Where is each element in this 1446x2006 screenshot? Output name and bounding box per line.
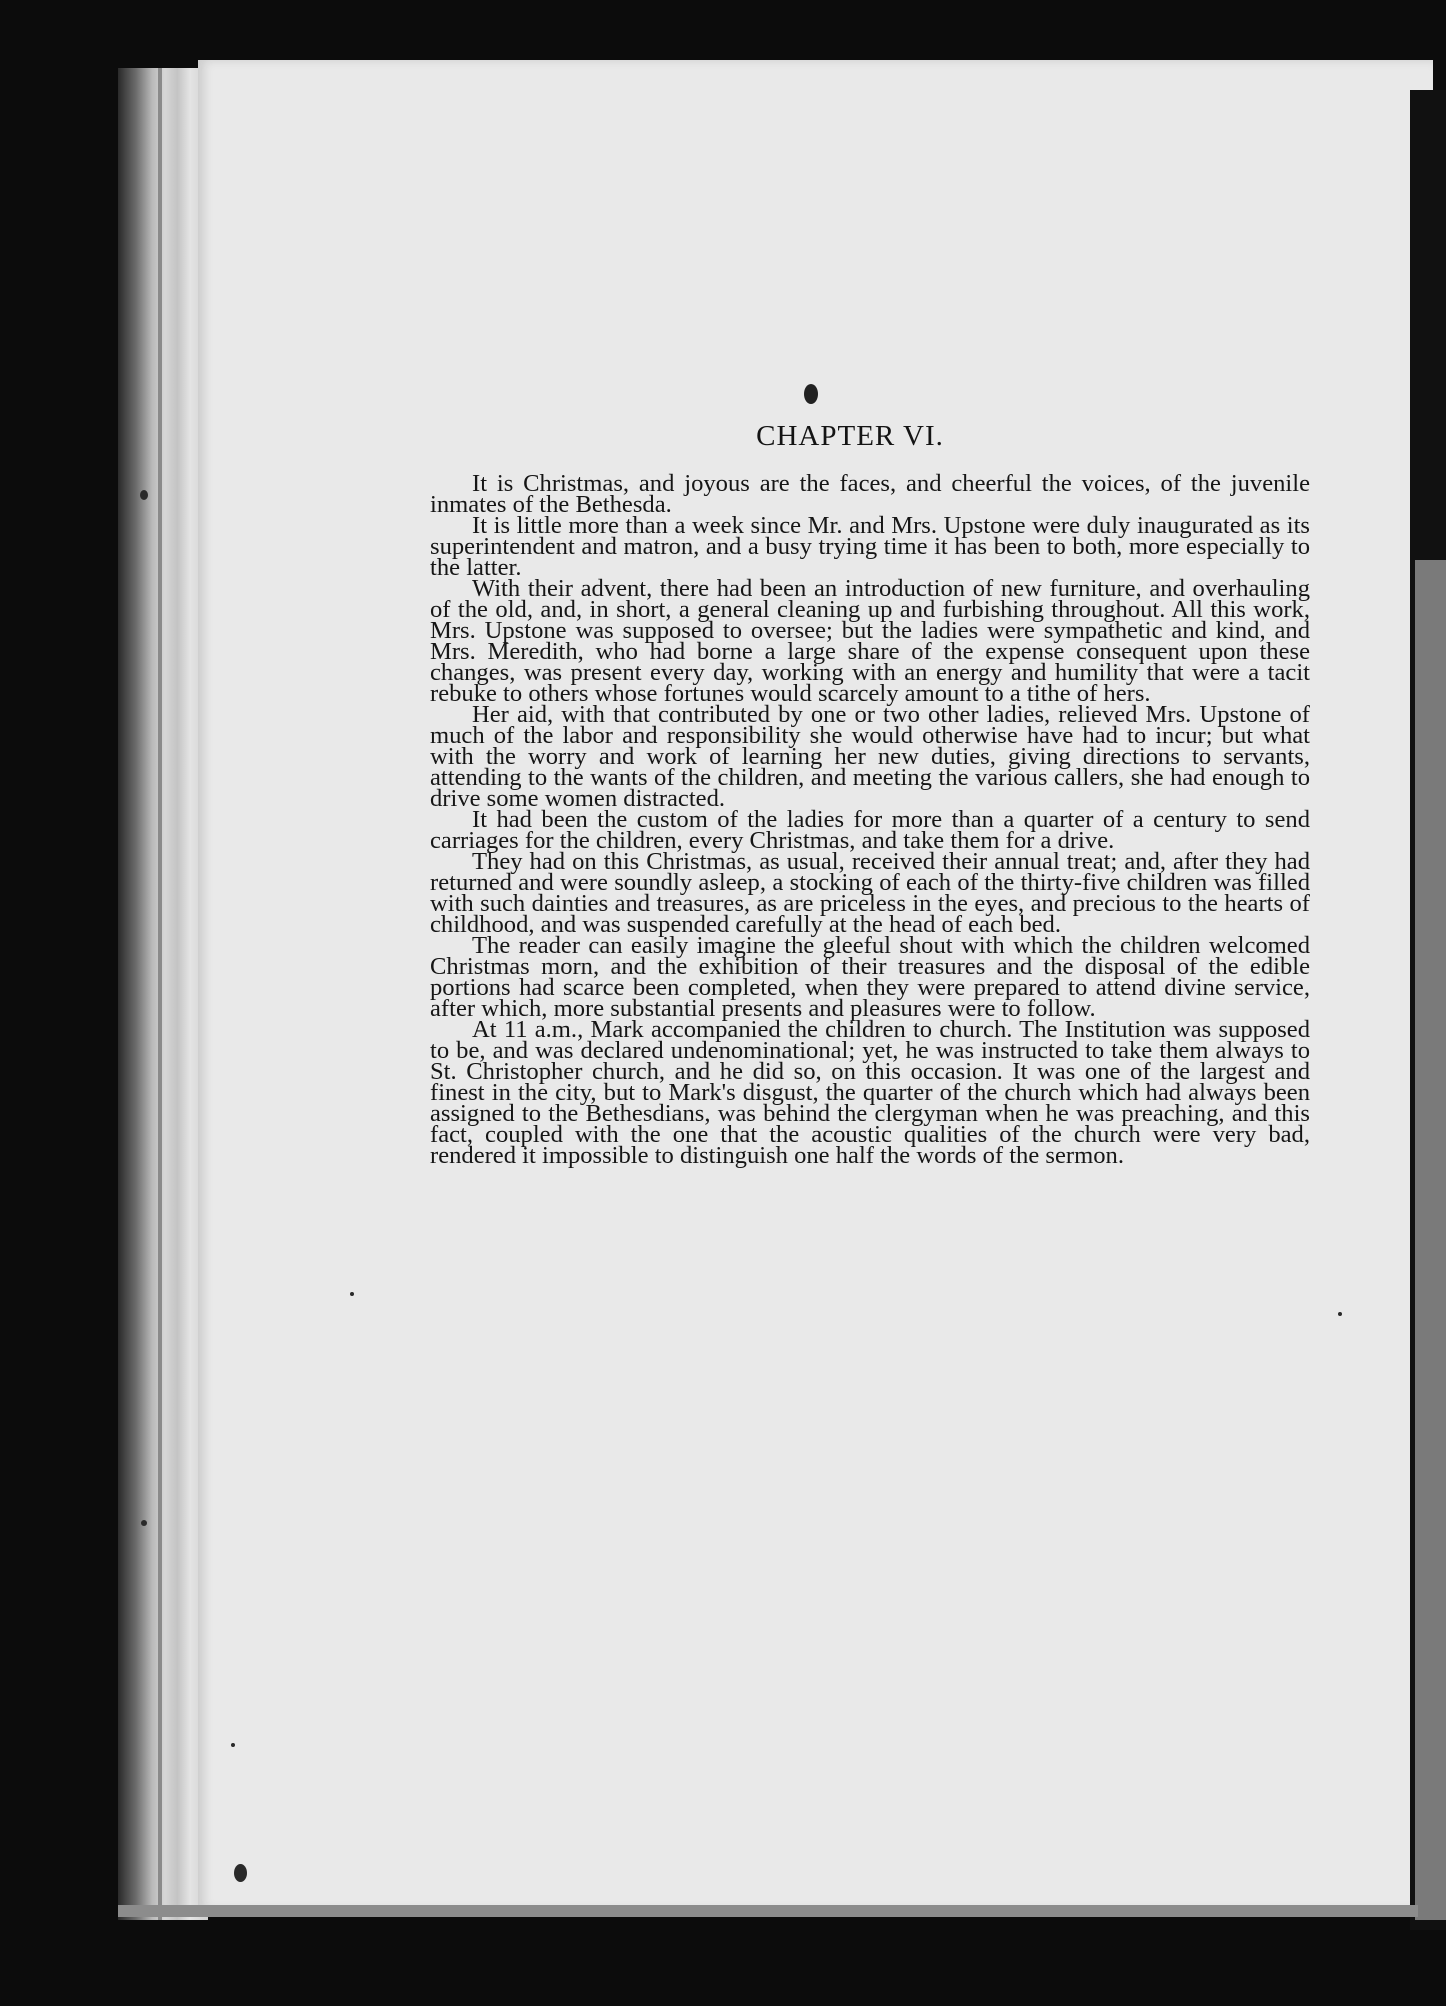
speck-mark (141, 1520, 147, 1526)
paragraph-8: At 11 a.m., Mark accompanied the children to church. The Institution was supposed to be, and was declared undenominational; yet, he was instructed to take them always to St. Christopher church, and he did so, on this occasion. It was one of the largest and finest in the city, but to Mark's disgust, the quarter of the church which had always been assigned to the Bethesdians, was behind the clergyman when he was preaching, and this fact, coupled with the one that the acoustic qualities of the church were very bad, rendered it impossible to distinguish one half the words of the sermon. (430, 1016, 1310, 1169)
speck-mark (231, 1743, 235, 1747)
paragraph-6: They had on this Christmas, as usual, received their annual treat; and, after they had returned and were soundly asleep, a stocking of each of the thirty-five children was filled with such dainties and treasures, as are priceless in the eyes, and precious to the hearts of childhood, and was suspended carefully at the head of each bed. (430, 848, 1310, 938)
next-page-sliver (1415, 560, 1446, 1920)
speck-mark (234, 1864, 247, 1882)
paragraph-7: The reader can easily imagine the gleeful shout with which the children welcomed Christmas morn, and the exhibition of their treasures and the disposal of the edible portions had scarce been completed, when they were prepared to attend divine service, after which, more substantial presents and pleasures were to follow. (430, 932, 1310, 1022)
body-text (430, 470, 1310, 1169)
speck-mark (350, 1292, 354, 1296)
paragraph-5: It had been the custom of the ladies for more than a quarter of a century to send carriages for the children, every Christmas, and take them for a drive. (430, 806, 1310, 854)
paragraph-2: It is little more than a week since Mr. and Mrs. Upstone were duly inaugurated as its superintendent and matron, and a busy trying time it has been to both, more especially to the latter. (430, 512, 1310, 581)
speck-mark (1338, 1312, 1342, 1316)
paragraph-1: It is Christmas, and joyous are the faces, and cheerful the voices, of the juvenile inmates of the Bethesda. (430, 470, 1310, 518)
speck-mark (140, 490, 148, 500)
chapter-title: CHAPTER VI. (756, 420, 944, 452)
paragraph-4: Her aid, with that contributed by one or two other ladies, relieved Mrs. Upstone of much of the labor and responsibility she would otherwise have had to incur; but what with the worry and work of learning her new duties, giving directions to servants, attending to the wants of the children, and meeting the various callers, she had enough to drive some women distracted. (430, 701, 1310, 812)
paragraph-3: With their advent, there had been an introduction of new furniture, and overhauling of the old, and, in short, a general cleaning up and furbishing throughout. All this work, Mrs. Upstone was supposed to oversee; but the ladies were sympathetic and kind, and Mrs. Meredith, who had borne a large share of the expense consequent upon these changes, was present every day, working with an energy and humility that were a tacit rebuke to others whose fortunes would scarcely amount to a tithe of hers. (430, 575, 1310, 707)
book-page-edges (118, 68, 208, 1920)
page-bottom-edge (118, 1905, 1418, 1917)
chapter-ornament-icon (804, 384, 818, 404)
